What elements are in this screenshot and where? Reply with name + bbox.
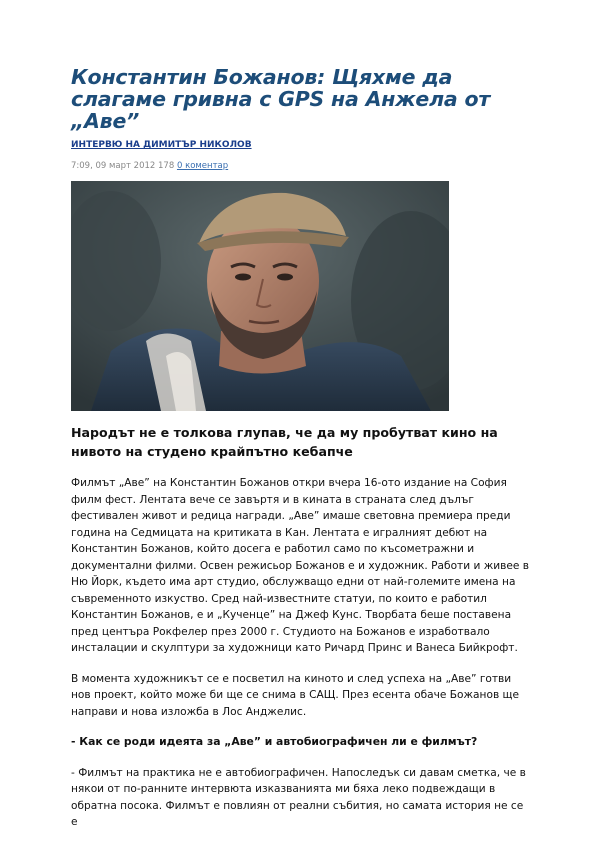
article-title: Константин Божанов: Щяхме да слагаме гривна с GPS на Анжела от „Аве” [71,65,491,133]
article-photo [71,181,449,411]
article-meta [71,161,531,171]
publish-datetime: 7:09, 09 март 2012 [71,161,156,171]
interview-question: - Как се роди идеята за „Аве” и автобиографичен ли е филмът? [71,735,478,748]
article-body [71,475,531,831]
interview-answer: - Филмът на практика не е автобиографичен. Напоследък си давам сметка, че в някои от по-ранните интервюта изказванията ми бяха леко подвеждащи в обратна посока. Филмът е повлиян от реални събития, но самата история не се е [71,766,526,828]
article [71,66,531,845]
paragraph: В момента художникът се е посветил на киното и след успеха на „Аве” готви нов проект, който може би ще се снима в САЩ. През есента обаче Божанов ще направи и нова изложба в Лос Анджелис. [71,672,520,718]
portrait-illustration [71,181,449,411]
paragraph: Филмът „Аве” на Константин Божанов откри вчера 16-ото издание на София филм фест. Лентата вече се завъртя и в кината в страната след дълъг фестивален живот и редица награди. „Аве” имаше световна премиера преди година на Седмицата на критиката в Кан. Лентата е игралният дебют на Константин Божанов, който досега е работил само по късометражни и документални филми. Освен режисьор Божанов е и художник. Работи и живее в Ню Йорк, където има арт студио, обслужващо едни от най-големите имена на съвременното изкуство. Сред най-известните статуи, по които е работил Константин Божанов, е и „Кученце” на Джеф Кунс. Творбата беше поставена пред центъра Рокфелер през 2000 г. Студиото на Божанов е изработвало инсталации и скулптури за художници като Ричард Принс и Ванеса Бийкрофт. [71,477,530,654]
article-subhead: Народът не е толкова глупав, че да му пробутват кино на нивото на студено крайпътно кебапче [71,425,498,459]
byline-link[interactable]: ИНТЕРВЮ НА ДИМИТЪР НИКОЛОВ [71,140,252,150]
view-count: 178 [158,161,175,171]
comments-link[interactable]: 0 коментар [176,161,229,171]
